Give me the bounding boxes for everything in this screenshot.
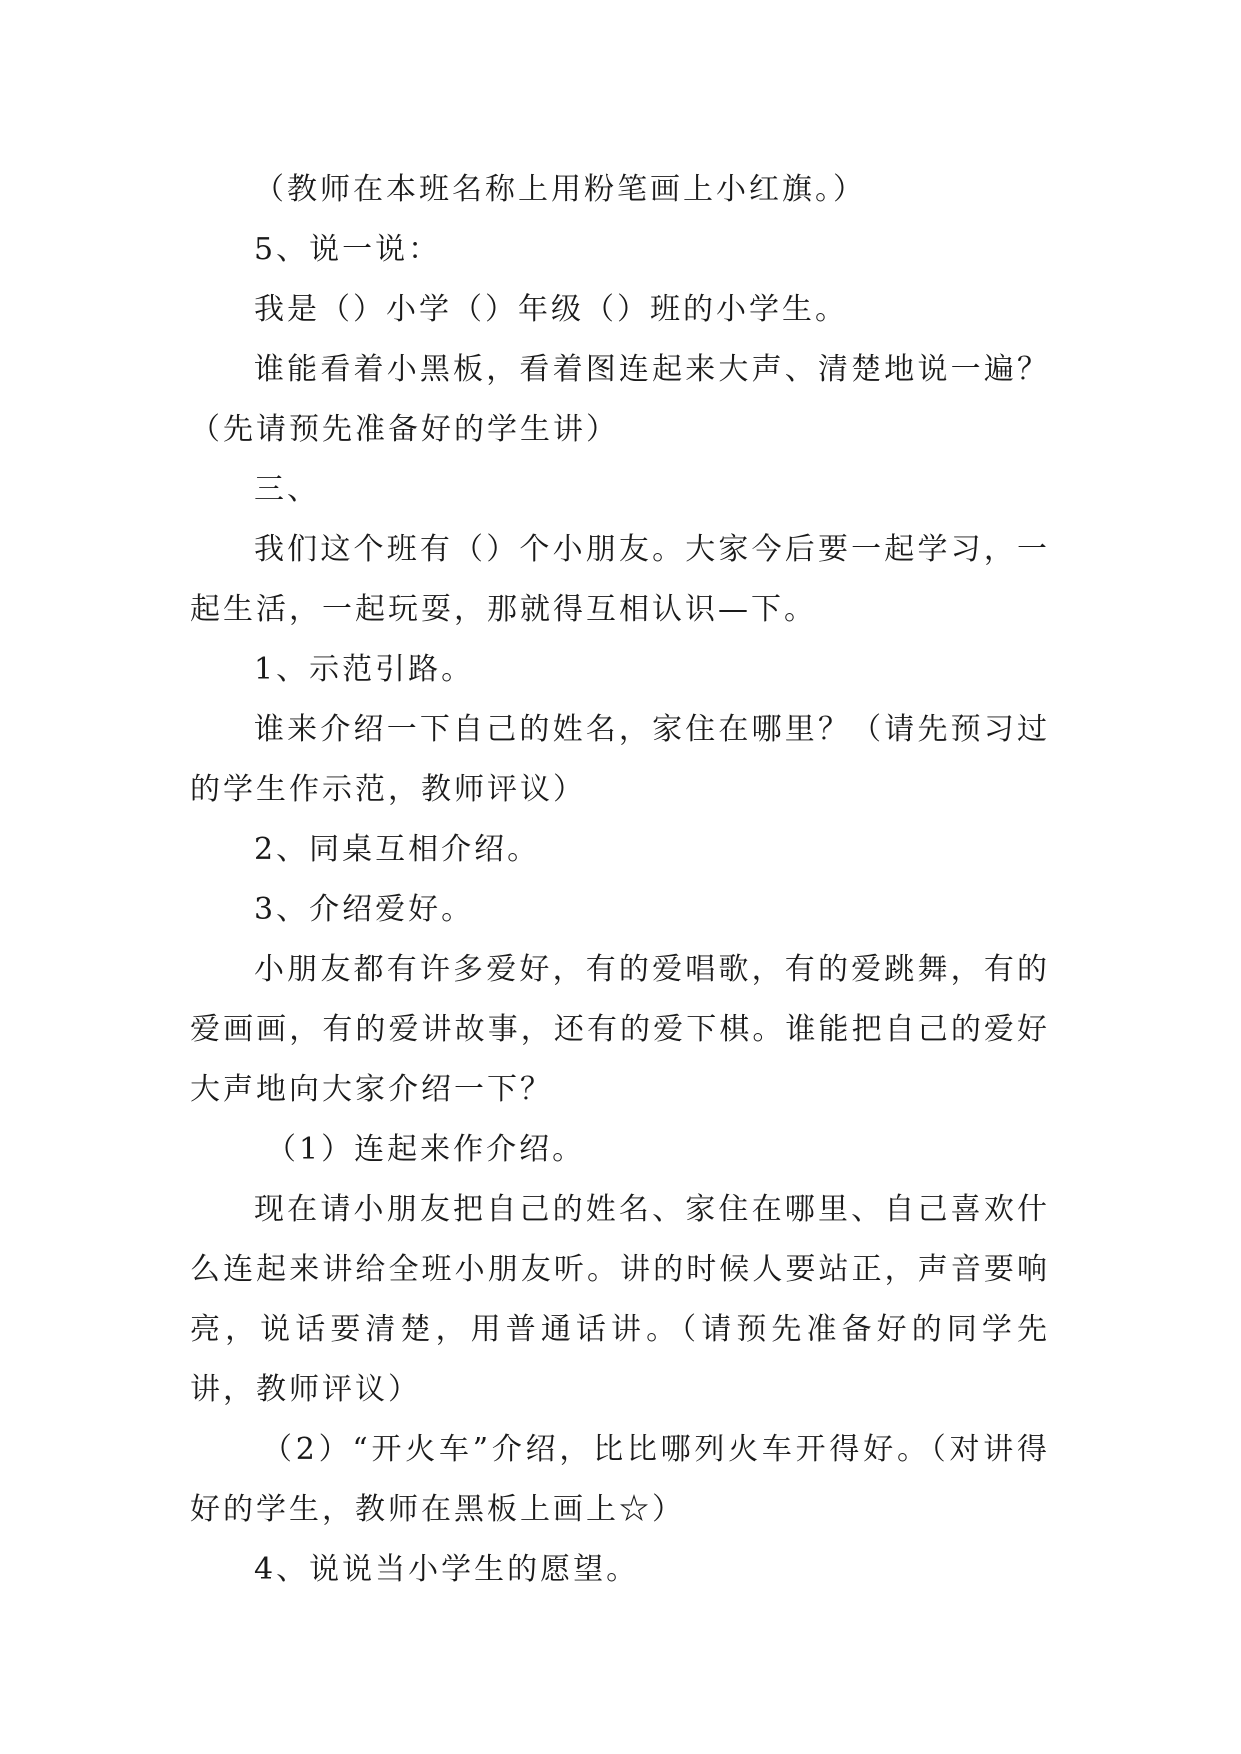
paragraph-name-question: 谁来介绍一下自己的姓名，家住在哪里？（请先预习过的学生作示范，教师评议） — [190, 712, 1050, 807]
paragraph-step-3-heading: 3、介绍爱好。 — [254, 892, 475, 927]
paragraph-step-5-heading: 5、说一说： — [254, 232, 442, 267]
paragraph-self-intro-template: 我是（）小学（）年级（）班的小学生。 — [254, 292, 848, 327]
paragraph-substep-1-heading: （1）连起来作介绍。 — [266, 1132, 586, 1167]
document-body — [190, 160, 1050, 1600]
paragraph-class-intro: 我们这个班有（）个小朋友。大家今后要一起学习，一起生活，一起玩耍，那就得互相认识—下。 — [190, 532, 1050, 627]
paragraph-blackboard-question: 谁能看着小黑板，看着图连起来大声、清楚地说一遍？（先请预先准备好的学生讲） — [190, 352, 1050, 447]
paragraph-step-1-heading: 1、示范引路。 — [254, 652, 475, 687]
paragraph-substep-2: （2）“开火车”介绍，比比哪列火车开得好。（对讲得好的学生，教师在黑板上画上☆） — [190, 1432, 1050, 1527]
paragraph-section-3-heading: 三、 — [254, 472, 320, 507]
paragraph-step-2-heading: 2、同桌互相介绍。 — [254, 832, 541, 867]
paragraph-hobbies: 小朋友都有许多爱好，有的爱唱歌，有的爱跳舞，有的爱画画，有的爱讲故事，还有的爱下棋。谁能把自己的爱好大声地向大家介绍一下？ — [190, 952, 1050, 1107]
paragraph-full-intro: 现在请小朋友把自己的姓名、家住在哪里、自己喜欢什么连起来讲给全班小朋友听。讲的时候人要站正，声音要响亮，说话要清楚，用普通话讲。（请预先准备好的同学先讲，教师评议） — [190, 1192, 1050, 1407]
paragraph-step-4-heading: 4、说说当小学生的愿望。 — [254, 1552, 640, 1587]
paragraph-teacher-note: （教师在本班名称上用粉笔画上小红旗。） — [254, 172, 866, 207]
